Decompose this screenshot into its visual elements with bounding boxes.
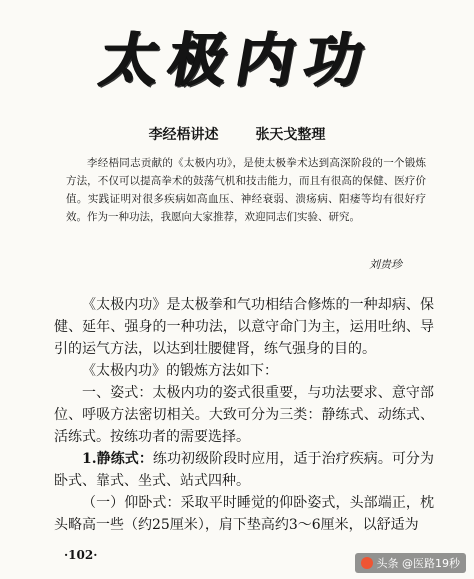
- body-paragraph: （一）仰卧式：采取平时睡觉的仰卧姿式，头部端正，枕头略高一些（约25厘米），肩下垫高约3～6厘米，以舒适为: [54, 495, 434, 533]
- body-paragraph: 《太极内功》是太极拳和气功相结合修炼的一种却病、保健、延年、强身的一种功法，以意守命门为主，运用吐纳、导引的运气方法，以达到壮腰健肾，练气强身的目的。: [54, 297, 434, 357]
- page-number: ·102·: [64, 548, 98, 562]
- narrator-name: 李经梧讲述: [148, 127, 219, 143]
- preface-signature: 刘贵珍: [369, 258, 402, 271]
- section-heading: 1.静练式：: [82, 451, 153, 467]
- watermark-text: 头条 @医路19秒: [376, 557, 460, 570]
- body-paragraph: 《太极内功》的锻炼方法如下：: [82, 363, 278, 379]
- article-title: 太极内功: [94, 26, 379, 94]
- watermark-logo-icon: [361, 557, 373, 569]
- article-body: [54, 294, 434, 536]
- body-paragraph: 一、姿式：太极内功的姿式很重要，与功法要求、意守部位、呼吸方法密切相关。大致可分为三类：静练式、动练式、活练式。按练功者的需要选择。: [54, 385, 434, 445]
- body-paragraph: [54, 448, 434, 492]
- editor-preface: 李经梧同志贡献的《太极内功》，是使太极拳术达到高深阶段的一个锻炼方法，不仅可以提高拳术的鼓荡气机和技击能力，而且有很高的保健、医疗价值。实践证明对很多疾病如高血压、神经衰弱、溃疡病、阳痿等均有很好疗效。作为一种功法，我愿向大家推荐，欢迎同志们实验、研究。: [66, 157, 426, 223]
- section-text: 练功初级阶段时应用，适于治疗疾病。可分为卧式、靠式、坐式、站式四种。: [54, 451, 434, 489]
- author-line: [0, 124, 474, 144]
- watermark: [355, 553, 467, 573]
- editor-name: 张天戈整理: [255, 127, 326, 143]
